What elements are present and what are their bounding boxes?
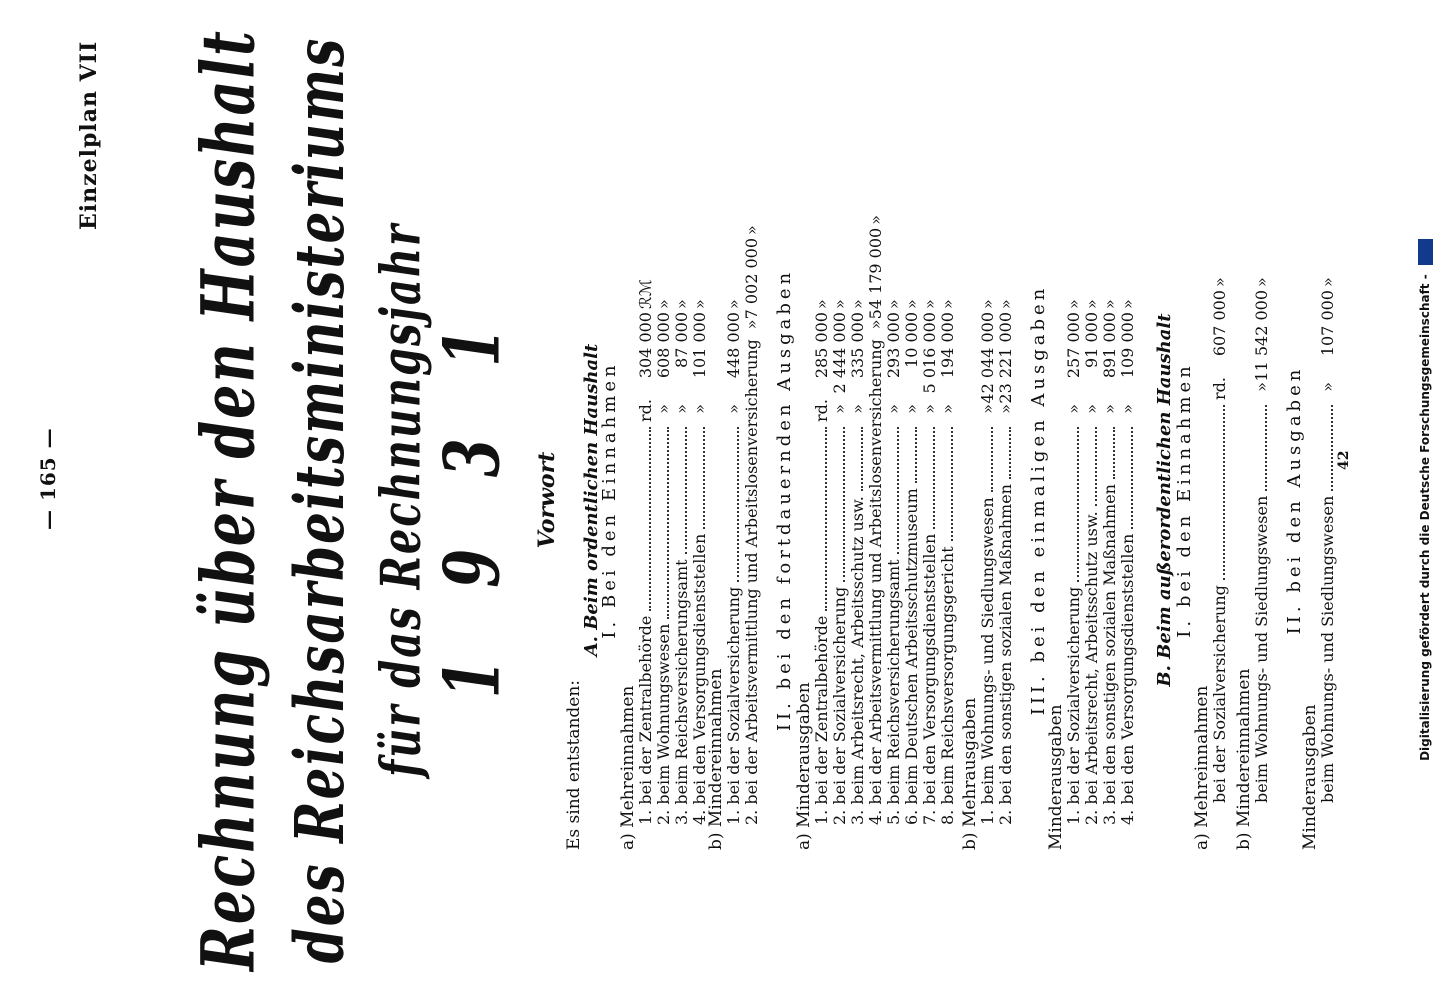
- vorwort-heading: Vorwort: [534, 451, 560, 549]
- row-label: 2. bei den sonstigen sozialen Maßnahmen: [996, 484, 1015, 825]
- row-amount: 194 000: [938, 312, 957, 379]
- section-a-sub2: II. bei den fortdauernden Ausgaben: [774, 268, 795, 732]
- row-unit: »: [654, 404, 673, 414]
- row-amount: 42 044 000: [978, 312, 997, 404]
- table-row: [920, 285, 938, 825]
- table-row: [1210, 263, 1228, 825]
- leader-dots: [991, 427, 993, 492]
- row-label: 1. bei der Sozialversicherung: [724, 586, 743, 825]
- einzelplan-label: Einzelplan VII: [76, 40, 102, 230]
- row-label: 1. bei der Zentralbehörde: [812, 615, 831, 825]
- row-label: 3. beim Reichsversicherungsamt: [672, 559, 691, 825]
- row-label: 2. bei der Sozialversicherung: [830, 586, 849, 825]
- leader-dots: [1009, 427, 1011, 479]
- row-amount: 10 000: [902, 312, 921, 368]
- row-label: 1. bei der Zentralbehörde: [636, 615, 655, 825]
- row-currency: »: [996, 299, 1015, 309]
- row-unit: »: [848, 404, 867, 414]
- row-currency: »: [1082, 299, 1101, 309]
- section-b-b-label: b) Mindereinnahmen: [1234, 668, 1254, 850]
- leader-dots: [1113, 427, 1115, 479]
- table-row: [938, 285, 956, 825]
- row-label: 2. bei Arbeitsrecht, Arbeitsschutz usw.: [1082, 511, 1101, 825]
- row-amount: 608 000: [654, 312, 673, 379]
- row-amount: 891 000: [1100, 312, 1119, 379]
- row-currency: »: [1064, 299, 1083, 309]
- digitization-text: Digitalisierung gefördert durch die Deutsche Forschungsgemeinschaft -: [1418, 274, 1432, 761]
- row-currency: »: [902, 299, 921, 309]
- row-unit: »: [830, 404, 849, 414]
- leader-dots: [1131, 427, 1133, 529]
- row-currency: »: [672, 299, 691, 309]
- row-amount: 101 000: [690, 312, 709, 379]
- row-label: 3. bei den sonstigen sozialen Maßnahmen: [1100, 484, 1119, 825]
- footnote-number: 42: [1336, 450, 1352, 470]
- leader-dots: [1331, 405, 1333, 491]
- row-label: 5. beim Reichsversicherungsamt: [884, 559, 903, 825]
- leader-dots: [1095, 427, 1097, 506]
- row-unit: »: [1118, 404, 1137, 414]
- row-unit: »: [724, 404, 743, 414]
- row-currency: »: [920, 299, 939, 309]
- table-row: [1252, 263, 1270, 825]
- row-currency: »: [830, 299, 849, 309]
- row-amount: 5 016 000: [920, 312, 939, 394]
- row-amount: 7 002 000: [742, 237, 761, 320]
- leader-dots: [951, 427, 953, 541]
- row-label: 2. bei der Arbeitsvermittlung und Arbeitslosenversicherung: [742, 339, 761, 825]
- section-b-c-label: Minderausgaben: [1300, 704, 1320, 850]
- section-a-e-label: Minderausgaben: [1046, 704, 1066, 850]
- table-row: [724, 285, 742, 825]
- leader-dots: [1265, 405, 1267, 491]
- row-amount: 335 000: [848, 312, 867, 379]
- row-label: bei der Sozialversicherung: [1210, 585, 1229, 803]
- row-unit: rd.: [636, 399, 655, 422]
- row-unit: »: [672, 404, 691, 414]
- row-unit: »: [1318, 382, 1337, 392]
- row-label: 4. bei den Versorgungsdienststellen: [1118, 533, 1137, 825]
- table-row: [654, 285, 672, 825]
- row-label: beim Wohnungs- und Siedlungswesen: [1318, 495, 1337, 803]
- row-currency: »: [884, 299, 903, 309]
- row-unit: »: [938, 404, 957, 414]
- leader-dots: [897, 427, 899, 554]
- row-label: 4. bei den Versorgungsdienststellen: [690, 533, 709, 825]
- row-label: 6. beim Deutschen Arbeitsschutzmuseum: [902, 488, 921, 825]
- section-a-a-label: a) Mehreinnahmen: [618, 685, 638, 850]
- leader-dots: [1077, 427, 1079, 582]
- title-line-3: für das Rechnungsjahr: [369, 222, 434, 778]
- row-amount: 54 179 000: [866, 227, 885, 320]
- row-label: 4. bei der Arbeitsvermittlung und Arbeitslosenversicherung: [866, 339, 885, 825]
- row-label: 7. bei den Versorgungsdienststellen: [920, 533, 939, 825]
- leader-dots: [703, 427, 705, 529]
- table-row: [1318, 263, 1336, 825]
- section-a-b-label: b) Mindereinnahmen: [706, 668, 726, 850]
- row-unit: »: [866, 319, 885, 330]
- leader-dots: [915, 427, 917, 483]
- table-row: [884, 285, 902, 825]
- row-label: 1. bei der Sozialversicherung: [1064, 586, 1083, 825]
- table-row: [1082, 285, 1100, 825]
- row-amount: 257 000: [1064, 312, 1083, 379]
- table-row: [636, 279, 655, 825]
- row-currency: »: [1210, 277, 1229, 287]
- row-currency: »: [1252, 277, 1271, 287]
- row-amount: 448 000: [724, 312, 743, 379]
- row-currency: »: [848, 299, 867, 309]
- table-row: [672, 285, 690, 825]
- row-unit: »: [1100, 404, 1119, 414]
- section-b-sub2: II. bei den Ausgaben: [1284, 365, 1305, 635]
- leader-dots: [861, 427, 863, 491]
- title-year: 1 9 3 1: [428, 301, 518, 699]
- row-currency: »: [690, 299, 709, 309]
- row-unit: »: [902, 404, 921, 414]
- section-a-c-label: a) Minderausgaben: [794, 682, 814, 850]
- table-row: [812, 285, 830, 825]
- row-unit: »: [1252, 382, 1271, 392]
- row-amount: 91 000: [1082, 312, 1101, 368]
- row-currency: »: [812, 299, 831, 309]
- row-label: beim Wohnungs- und Siedlungswesen: [1252, 495, 1271, 803]
- row-unit: »: [690, 404, 709, 414]
- row-currency: »: [724, 299, 743, 309]
- row-unit: rd.: [812, 399, 831, 422]
- dfg-logo: [1418, 239, 1433, 265]
- title-line-2: des Reichsarbeitsministeriums: [279, 36, 360, 964]
- leader-dots: [933, 427, 935, 529]
- section-b-title: B. Beim außerordentlichen Haushalt: [1154, 313, 1175, 687]
- intro-text: Es sind entstanden:: [564, 679, 584, 850]
- row-amount: 107 000: [1318, 290, 1337, 357]
- row-amount: 11 542 000: [1252, 290, 1271, 382]
- row-amount: 293 000: [884, 312, 903, 379]
- row-label: 3. beim Arbeitsrecht, Arbeitsschutz usw.: [848, 496, 867, 825]
- row-amount: 304 000: [636, 312, 655, 379]
- row-unit: rd.: [1210, 377, 1229, 400]
- row-amount: 87 000: [672, 312, 691, 368]
- row-amount: 2 444 000: [830, 312, 849, 394]
- table-row: [866, 214, 885, 825]
- title-line-1: Rechnung über den Haushalt: [184, 29, 272, 971]
- table-row: [1064, 285, 1082, 825]
- section-a-d-label: b) Mehrausgaben: [960, 697, 980, 850]
- row-unit: »: [742, 319, 761, 330]
- row-label: 2. beim Wohnungswesen: [654, 623, 673, 825]
- row-label: 1. beim Wohnungs- und Siedlungswesen: [978, 497, 997, 825]
- row-unit: »: [1064, 404, 1083, 414]
- row-currency: »: [938, 299, 957, 309]
- table-row: [996, 285, 1014, 825]
- table-row: [1100, 285, 1118, 825]
- section-a-sub3: III. bei den einmaligen Ausgaben: [1028, 284, 1049, 716]
- row-unit: »: [996, 404, 1015, 414]
- table-row: [902, 285, 920, 825]
- leader-dots: [667, 427, 669, 619]
- digitization-notice: [1418, 0, 1433, 1000]
- leader-dots: [737, 427, 739, 582]
- row-label: 8. beim Reichsversorgungsgericht: [938, 546, 957, 825]
- row-currency: »: [742, 225, 761, 235]
- row-currency: ℛℳ: [636, 279, 655, 309]
- page-number: — 165 —: [36, 427, 60, 530]
- section-b-a-label: a) Mehreinnahmen: [1192, 685, 1212, 850]
- row-unit: »: [978, 404, 997, 414]
- row-amount: 285 000: [812, 312, 831, 379]
- table-row: [830, 285, 848, 825]
- leader-dots: [825, 427, 827, 611]
- row-currency: »: [978, 299, 997, 309]
- leader-dots: [1223, 405, 1225, 580]
- row-currency: »: [1318, 277, 1337, 287]
- leader-dots: [649, 427, 651, 611]
- table-row: [1118, 285, 1136, 825]
- row-amount: 23 221 000: [996, 312, 1015, 404]
- section-a-sub1: I. Bei den Einnahmen: [599, 361, 620, 639]
- leader-dots: [685, 427, 687, 554]
- row-amount: 607 000: [1210, 290, 1229, 357]
- row-unit: »: [884, 404, 903, 414]
- row-currency: »: [1100, 299, 1119, 309]
- row-amount: 109 000: [1118, 312, 1137, 379]
- table-row: [978, 285, 996, 825]
- section-b-sub1: I. bei den Einnahmen: [1174, 362, 1195, 638]
- row-currency: »: [654, 299, 673, 309]
- row-unit: »: [920, 404, 939, 414]
- leader-dots: [843, 427, 845, 582]
- row-unit: »: [1082, 404, 1101, 414]
- row-currency: »: [866, 214, 885, 225]
- row-currency: »: [1118, 299, 1137, 309]
- table-row: [848, 285, 866, 825]
- section-a-title: A. Beim ordentlichen Haushalt: [581, 343, 602, 657]
- table-row: [742, 225, 761, 825]
